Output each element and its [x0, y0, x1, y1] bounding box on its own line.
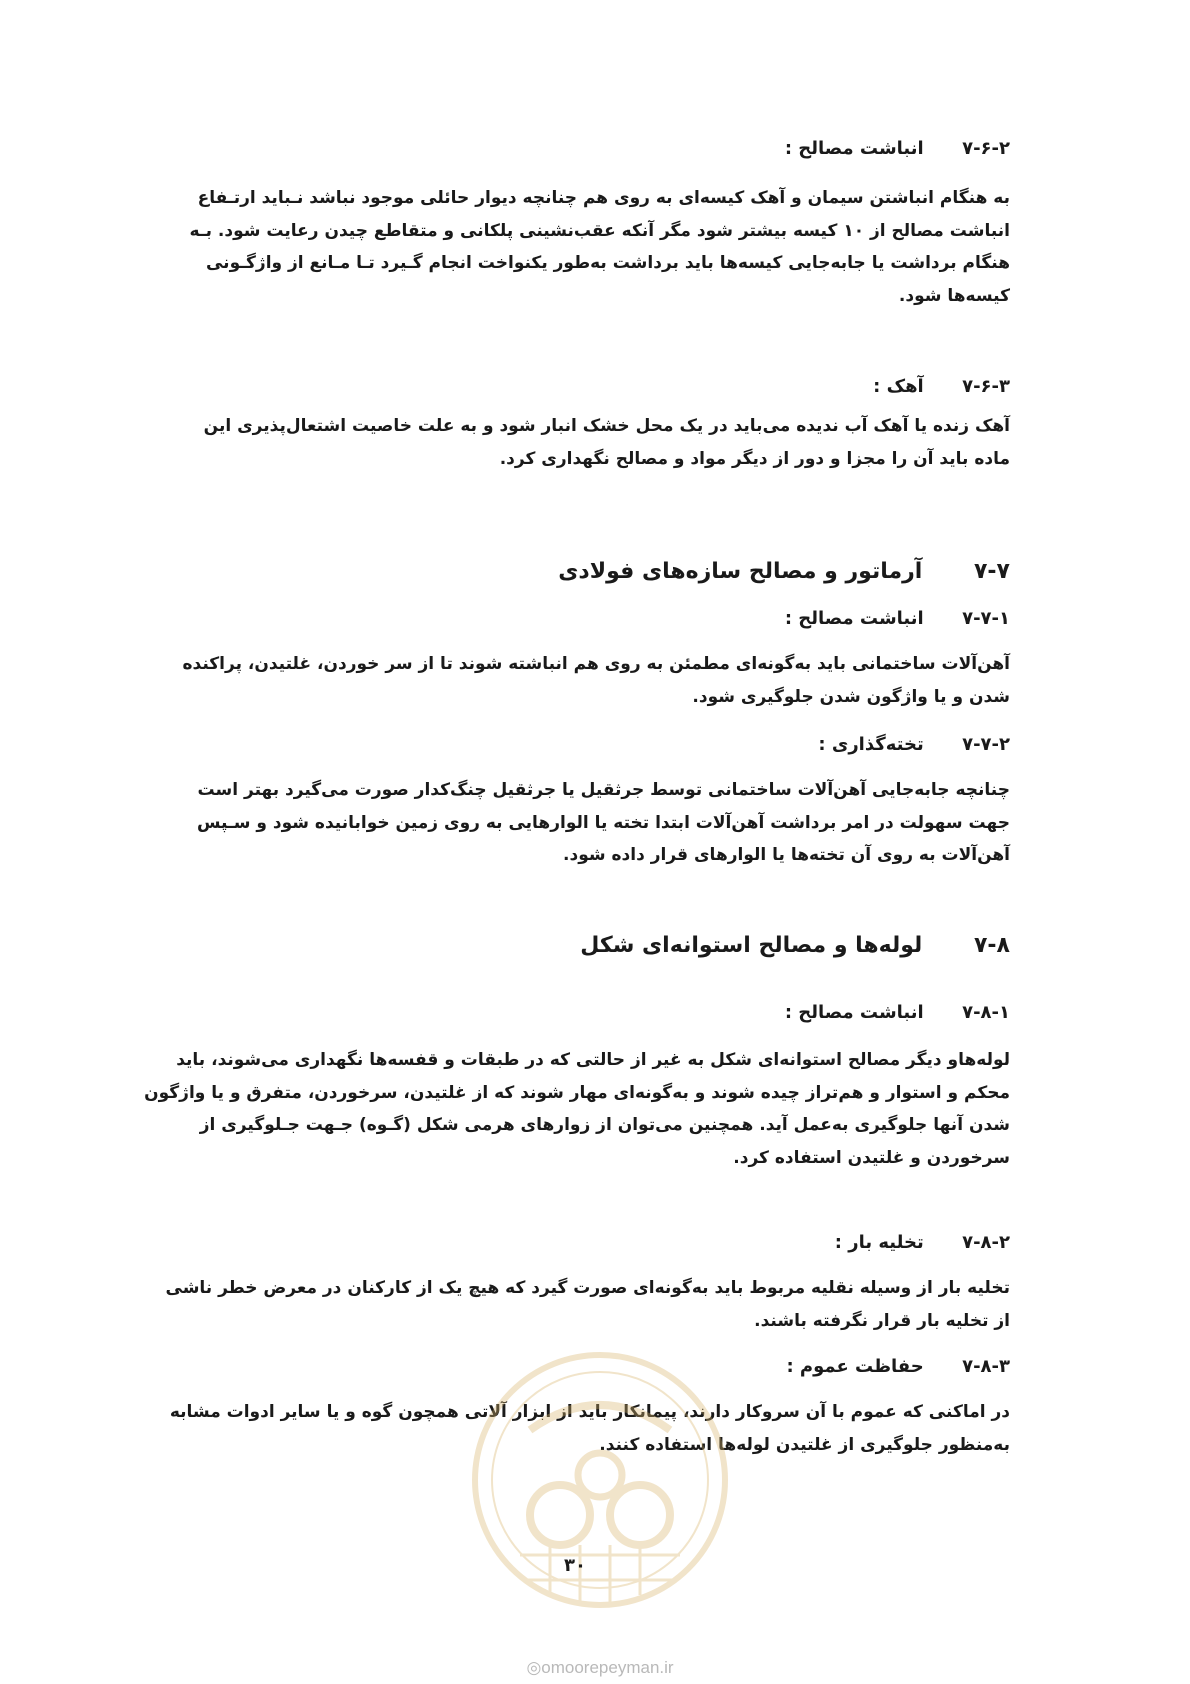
- subsection-title: تخته‌گذاری :: [818, 734, 924, 755]
- paragraph-line: در اماکنی که عموم با آن سروکار دارند، پیمانکار باید از ابزار آلاتی همچون گوه و یا سایر ادوات مشابه: [169, 1402, 1010, 1422]
- paragraph-line: جهت سهولت در امر برداشت آهن‌آلات ابتدا تخته یا الوارهایی به روی زمین خوابانیده شود و سـپس: [197, 812, 1010, 833]
- website-url: omoorepeyman.ir: [541, 1658, 674, 1677]
- paragraph-line: لوله‌هاو دیگر مصالح استوانه‌ای شکل به غیر از حالتی که در طبقات و قفسه‌ها نگهداری می‌شوند، باید: [176, 1050, 1010, 1070]
- subsection-title: تخلیه بار :: [834, 1232, 924, 1253]
- paragraph-line: به‌منظور جلوگیری از غلتیدن لوله‌ها استفاده کنند.: [599, 1434, 1010, 1455]
- section-7-7-2: [150, 728, 1010, 872]
- subsection-heading: [150, 1226, 1010, 1260]
- section-7-7: [150, 554, 1010, 590]
- subsection-heading: [150, 728, 1010, 762]
- subsection-title: آهک :: [873, 376, 924, 397]
- subsection-heading: [150, 370, 1010, 404]
- section-number: ۷-۷: [974, 559, 1010, 584]
- paragraph: [150, 410, 1010, 475]
- website-footer: [490, 1658, 710, 1678]
- paragraph-line: هنگام برداشت یا جابه‌جایی کیسه‌ها باید برداشت به‌طور یکنواخت انجام گـیرد تـا مـانع از واژگـونی: [205, 253, 1010, 273]
- section-7-6-2: [150, 132, 1010, 312]
- section-7-8-2: [150, 1226, 1010, 1337]
- paragraph-line: شدن و یا واژگون شدن جلوگیری شود.: [692, 686, 1010, 707]
- section-title: لوله‌ها و مصالح استوانه‌ای شکل: [580, 933, 923, 958]
- section-title: آرماتور و مصالح سازه‌های فولادی: [558, 559, 923, 584]
- section-7-7-1: [150, 602, 1010, 713]
- subsection-title: انباشت مصالح :: [784, 138, 924, 159]
- subsection-heading: [150, 602, 1010, 636]
- paragraph-line: شدن آنها جلوگیری به‌عمل آید. همچنین می‌توان از زوارهای هرمی شکل (گـوه) جـهت جـلوگیری از: [199, 1115, 1010, 1135]
- section-heading: [150, 928, 1010, 964]
- paragraph-line: چنانچه جابه‌جایی آهن‌آلات ساختمانی توسط جرثقیل یا جرثقیل چنگ‌کدار صورت می‌گیرد بهتر است: [197, 780, 1010, 800]
- section-number: ۷-۸: [974, 933, 1010, 958]
- paragraph-line: کیسه‌ها شود.: [898, 285, 1010, 306]
- section-7-8-1: [144, 996, 1010, 1174]
- paragraph-line: آهن‌آلات به روی آن تخته‌ها یا الوارهای قرار داده شود.: [563, 845, 1010, 865]
- globe-icon: ◎: [526, 1658, 542, 1677]
- subsection-heading: [150, 996, 1010, 1030]
- paragraph-line: به هنگام انباشتن سیمان و آهک کیسه‌ای به روی هم چنانچه دیوار حائلی موجود نباشد نـباید ارتـفاع: [197, 188, 1010, 208]
- section-heading: [150, 554, 1010, 590]
- subsection-number: ۷-۸-۳: [962, 1356, 1010, 1377]
- subsection-heading: [150, 132, 1010, 166]
- paragraph-line: ماده باید آن را مجزا و دور از دیگر مواد و مصالح نگهداری کرد.: [499, 448, 1010, 469]
- subsection-title: حفاظت عموم :: [786, 1356, 924, 1377]
- subsection-number: ۷-۶-۲: [962, 138, 1010, 159]
- section-7-8: [150, 928, 1010, 964]
- subsection-title: انباشت مصالح :: [784, 608, 924, 629]
- paragraph-line: انباشت مصالح از ۱۰ کیسه بیشتر شود مگر آنکه عقب‌نشینی پلکانی و متقاطع چیدن رعایت شود. بـه: [189, 220, 1010, 241]
- subsection-number: ۷-۶-۳: [962, 376, 1010, 397]
- paragraph: [150, 774, 1010, 872]
- subsection-number: ۷-۷-۱: [962, 608, 1010, 629]
- paragraph: [150, 648, 1010, 713]
- paragraph-line: از تخلیه بار قرار نگرفته باشند.: [754, 1310, 1010, 1331]
- paragraph: [144, 1044, 1010, 1174]
- paragraph-line: سرخوردن و غلتیدن استفاده کرد.: [733, 1147, 1010, 1168]
- page-number: ۳۰: [564, 1555, 586, 1576]
- paragraph: [150, 182, 1010, 312]
- omoore-peyman-logo-icon: [470, 1340, 730, 1620]
- paragraph-line: تخلیه بار از وسیله نقلیه مربوط باید به‌گونه‌ای صورت گیرد که هیچ یک از کارکنان در معرض خطر ناشی: [165, 1278, 1010, 1298]
- subsection-title: انباشت مصالح :: [784, 1002, 924, 1023]
- paragraph-line: آهک زنده یا آهک آب ندیده می‌باید در یک محل خشک انبار شود و به علت خاصیت اشتعال‌پذیری این: [203, 416, 1010, 436]
- subsection-number: ۷-۸-۲: [962, 1232, 1010, 1253]
- paragraph-line: آهن‌آلات ساختمانی باید به‌گونه‌ای مطمئن به روی هم انباشته شوند تا از سر خوردن، غلتیدن، پراکنده: [182, 654, 1010, 674]
- paragraph: [150, 1272, 1010, 1337]
- subsection-number: ۷-۸-۱: [962, 1002, 1010, 1023]
- section-7-6-3: [150, 370, 1010, 475]
- paragraph-line: محکم و استوار و هم‌تراز چیده شوند و به‌گونه‌ای مهار شوند که از غلتیدن، سرخوردن، متفرق و یا واژگون: [144, 1082, 1010, 1103]
- subsection-number: ۷-۷-۲: [962, 734, 1010, 755]
